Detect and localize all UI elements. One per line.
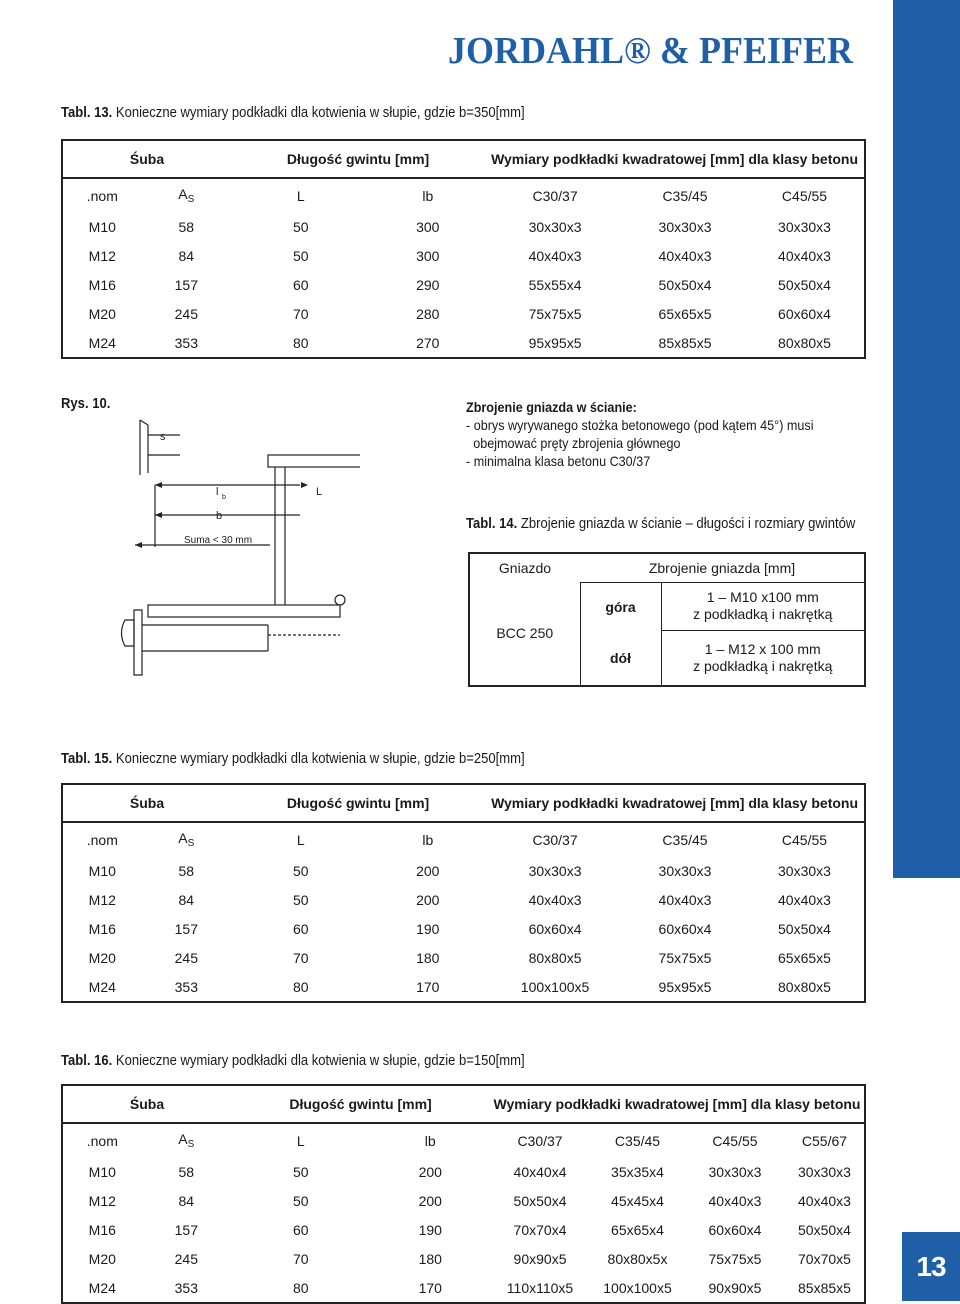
table15-cell: 75x75x5 <box>658 949 712 966</box>
table16-cell: 170 <box>370 1273 490 1303</box>
table16-cell: 30x30x3 <box>785 1157 865 1186</box>
table16-cell: 245 <box>174 1250 198 1267</box>
table13 <box>61 139 866 359</box>
figure-L-label: L <box>316 486 323 498</box>
table-row <box>62 943 865 972</box>
table15-cell: 200 <box>416 891 440 908</box>
anchor-diagram <box>120 395 360 695</box>
table13-cell: 30x30x3 <box>528 218 582 235</box>
table15-cell: 60x60x4 <box>528 920 582 937</box>
table14-bottom-value: 1 – M12 x 100 mm z podkładką i nakrętką <box>661 631 865 686</box>
table16-cell: 70 <box>292 1250 309 1267</box>
table13-cell: 80 <box>231 328 370 358</box>
table13-head-bolt: Śuba <box>62 140 231 178</box>
table15-colhead-2: L <box>296 831 305 848</box>
table13-cell: M10 <box>62 212 142 241</box>
table15-cell: 65x65x5 <box>745 943 865 972</box>
table15-cell: 80 <box>231 972 370 1002</box>
table16-cell: 84 <box>178 1192 195 1209</box>
table15-colhead-6: C45/55 <box>745 822 865 856</box>
table13-cell: M24 <box>62 328 142 358</box>
description-line2: obejmować pręty zbrojenia głównego <box>473 435 681 451</box>
table15-colhead-5: C35/45 <box>662 831 708 848</box>
table13-cell: 353 <box>142 328 231 358</box>
table16-cell: 60x60x4 <box>708 1221 762 1238</box>
side-accent-bar <box>893 0 960 878</box>
table15-cell: 50x50x4 <box>745 914 865 943</box>
table16-caption: Tabl. 16. Konieczne wymiary podkładki dla kotwienia w słupie, gdzie b=150[mm] <box>61 1053 525 1069</box>
table16-cell: 100x100x5 <box>590 1273 685 1303</box>
table15-cell: 353 <box>142 972 231 1002</box>
table-row <box>62 212 865 241</box>
table16-cell: 70x70x5 <box>785 1244 865 1273</box>
table16-cell: 110x110x5 <box>490 1273 590 1303</box>
table-row <box>62 328 865 358</box>
table-row <box>62 885 865 914</box>
table15-cell: 30x30x3 <box>658 862 712 879</box>
table14-caption: Tabl. 14. Zbrojenie gniazda w ścianie – długości i rozmiary gwintów <box>466 516 856 532</box>
figure-lb-subscript: b <box>222 494 226 501</box>
table13-cell: 50x50x4 <box>745 270 865 299</box>
table16-cell: 157 <box>174 1221 198 1238</box>
table15-cell: 80x80x5 <box>528 949 582 966</box>
table-row <box>62 1215 865 1244</box>
table15-cell: 40x40x3 <box>658 891 712 908</box>
table15-cell: 100x100x5 <box>485 972 625 1002</box>
table-row <box>62 972 865 1002</box>
table15-cell: 200 <box>416 862 440 879</box>
table15-caption: Tabl. 15. Konieczne wymiary podkładki dla kotwienia w słupie, gdzie b=250[mm] <box>61 751 525 767</box>
table15-cell: 30x30x3 <box>528 862 582 879</box>
table13-cell: 58 <box>178 218 195 235</box>
table13-cell: 300 <box>416 247 440 264</box>
table13-cell: 30x30x3 <box>745 212 865 241</box>
table16-cell: M12 <box>62 1186 142 1215</box>
table13-colhead-3: lb <box>422 187 434 204</box>
table13-colhead-5: C35/45 <box>662 187 708 204</box>
table-row <box>62 1186 865 1215</box>
table13-cell: 40x40x3 <box>658 247 712 264</box>
table16-cell: 50 <box>292 1192 309 1209</box>
table15-cell: 40x40x3 <box>528 891 582 908</box>
table13-cell: 60 <box>292 276 309 293</box>
table16-colhead-6: C45/55 <box>712 1132 758 1149</box>
table13-cell: 55x55x4 <box>528 276 582 293</box>
table15-cell: M12 <box>62 885 142 914</box>
table16-colhead-4: C30/37 <box>517 1132 563 1149</box>
table13-cell: 40x40x3 <box>528 247 582 264</box>
table16-cell: 85x85x5 <box>785 1273 865 1303</box>
table-row <box>62 914 865 943</box>
table16-cell: 70x70x4 <box>513 1221 567 1238</box>
table13-colhead-1: $A_S$ <box>178 186 195 205</box>
table16-cell: 65x65x4 <box>611 1221 664 1238</box>
table16-cell: 35x35x4 <box>611 1163 664 1180</box>
table15-cell: M16 <box>62 914 142 943</box>
reinforcement-description <box>466 398 814 470</box>
table-row <box>62 856 865 885</box>
table16-cell: M20 <box>62 1244 142 1273</box>
table14-bottom-label: dół <box>580 631 661 686</box>
table16-colhead-3: lb <box>424 1132 436 1149</box>
table16-head-washer-dimensions: Wymiary podkładki kwadratowej [mm] dla klasy betonu <box>490 1085 865 1123</box>
table16-cell: 50 <box>292 1163 309 1180</box>
table16-cell: M24 <box>62 1273 142 1303</box>
figure-suma-label: Suma < 30 mm <box>184 535 253 546</box>
table13-cell: M16 <box>62 270 142 299</box>
table15-cell: M20 <box>62 943 142 972</box>
table13-cell: 80x80x5 <box>745 328 865 358</box>
table15-colhead-3: lb <box>422 831 434 848</box>
table13-cell: 70 <box>292 305 309 322</box>
table16-cell: 80x80x5x <box>607 1250 668 1267</box>
figure-b-label: b <box>216 510 223 522</box>
table13-head-washer-dimensions: Wymiary podkładki kwadratowej [mm] dla klasy betonu <box>485 140 865 178</box>
table16-cell: 180 <box>418 1250 442 1267</box>
table13-colhead-2: L <box>296 187 305 204</box>
table13-cell: 75x75x5 <box>528 305 582 322</box>
table15-head-bolt: Śuba <box>62 784 231 822</box>
table16-cell: 40x40x4 <box>513 1163 567 1180</box>
table16-cell: 40x40x3 <box>708 1192 762 1209</box>
table13-cell: 280 <box>416 305 440 322</box>
table16-cell: 75x75x5 <box>708 1250 762 1267</box>
table15-cell: 50 <box>292 862 309 879</box>
table15-cell: 50 <box>292 891 309 908</box>
table13-cell: 95x95x5 <box>485 328 625 358</box>
table15-cell: 30x30x3 <box>745 856 865 885</box>
figure-label: Rys. 10. <box>61 396 111 412</box>
table15-head-washer-dimensions: Wymiary podkładki kwadratowej [mm] dla klasy betonu <box>485 784 865 822</box>
table13-cell: 290 <box>416 276 440 293</box>
table13-head-thread-length: Długość gwintu [mm] <box>231 140 485 178</box>
table16-colhead-1: $A_S$ <box>178 1131 195 1150</box>
description-line3: - minimalna klasa betonu C30/37 <box>466 453 651 469</box>
table16-cell: 90x90x5 <box>513 1250 567 1267</box>
table16-cell: 50x50x4 <box>513 1192 567 1209</box>
table16-cell: M16 <box>62 1215 142 1244</box>
table16-cell: 353 <box>142 1273 231 1303</box>
table15-cell: M10 <box>62 856 142 885</box>
description-line1: - obrys wyrywanego stożka betonowego (pod kątem 45°) musi <box>466 417 814 433</box>
table15-cell: M24 <box>62 972 142 1002</box>
table13-cell: 50 <box>292 247 309 264</box>
table15-colhead-1: $A_S$ <box>178 830 195 849</box>
table13-caption: Tabl. 13. Konieczne wymiary podkładki dla kotwienia w słupie, gdzie b=350[mm] <box>61 105 525 121</box>
table16-cell: 58 <box>178 1163 195 1180</box>
table16-head-thread-length: Długość gwintu [mm] <box>231 1085 490 1123</box>
table13-cell: 270 <box>370 328 485 358</box>
figure-s-label: s <box>160 431 166 443</box>
table13-cell: M20 <box>62 299 142 328</box>
table15 <box>61 783 866 1003</box>
table15-cell: 245 <box>174 949 198 966</box>
table15-cell: 70 <box>292 949 309 966</box>
table-row <box>62 1157 865 1186</box>
table13-colhead-0: .nom <box>62 178 142 212</box>
table13-cell: 50 <box>292 218 309 235</box>
table13-colhead-6: C45/55 <box>745 178 865 212</box>
logo-text: JORDAHL® & PFEIFER <box>448 30 854 70</box>
table16-cell: 200 <box>418 1163 442 1180</box>
table-row <box>62 270 865 299</box>
page-number: 13 <box>902 1232 960 1301</box>
table16-cell: 90x90x5 <box>685 1273 785 1303</box>
table14-head-socket: Gniazdo <box>498 560 552 576</box>
table13-cell: 84 <box>178 247 195 264</box>
table13-colhead-4: C30/37 <box>532 187 578 204</box>
table16-cell: 200 <box>418 1192 442 1209</box>
table16-cell: M10 <box>62 1157 142 1186</box>
table15-cell: 170 <box>370 972 485 1002</box>
table14-socket: BCC 250 <box>496 625 554 642</box>
table15-head-thread-length: Długość gwintu [mm] <box>231 784 485 822</box>
table16 <box>61 1084 866 1304</box>
table14 <box>468 552 866 687</box>
table16-colhead-0: .nom <box>62 1123 142 1157</box>
table-row <box>62 1273 865 1303</box>
table16-cell: 45x45x4 <box>611 1192 664 1209</box>
table15-cell: 60x60x4 <box>658 920 712 937</box>
table15-cell: 58 <box>178 862 195 879</box>
table15-cell: 190 <box>416 920 440 937</box>
table16-cell: 80 <box>231 1273 370 1303</box>
table13-cell: 60x60x4 <box>745 299 865 328</box>
table16-cell: 40x40x3 <box>785 1186 865 1215</box>
table-row <box>62 1244 865 1273</box>
table16-colhead-2: L <box>296 1132 305 1149</box>
table-row <box>62 299 865 328</box>
table-row <box>62 241 865 270</box>
table15-cell: 180 <box>416 949 440 966</box>
table14-top-value: 1 – M10 x100 mm z podkładką i nakrętką <box>661 582 865 631</box>
table16-colhead-7: C55/67 <box>785 1123 865 1157</box>
table15-cell: 95x95x5 <box>625 972 745 1002</box>
table14-top-label: góra <box>580 582 661 631</box>
table16-colhead-5: C35/45 <box>614 1132 661 1149</box>
table15-colhead-0: .nom <box>62 822 142 856</box>
table13-cell: 300 <box>416 218 440 235</box>
table13-cell: 85x85x5 <box>625 328 745 358</box>
figure-lb-label: l <box>216 486 219 498</box>
table15-cell: 157 <box>174 920 198 937</box>
table15-colhead-4: C30/37 <box>532 831 578 848</box>
table15-cell: 80x80x5 <box>745 972 865 1002</box>
description-title: Zbrojenie gniazda w ścianie: <box>466 399 637 415</box>
table13-cell: 157 <box>174 276 198 293</box>
table15-cell: 84 <box>178 891 195 908</box>
table13-cell: 245 <box>174 305 198 322</box>
table13-cell: 30x30x3 <box>658 218 712 235</box>
table15-cell: 40x40x3 <box>745 885 865 914</box>
table14-head-reinforcement: Zbrojenie gniazda [mm] <box>648 559 796 576</box>
table16-cell: 190 <box>418 1221 442 1238</box>
table13-cell: 65x65x5 <box>658 305 712 322</box>
table16-cell: 60 <box>292 1221 309 1238</box>
table16-cell: 50x50x4 <box>785 1215 865 1244</box>
table13-cell: 50x50x4 <box>658 276 712 293</box>
table13-cell: 40x40x3 <box>745 241 865 270</box>
table16-cell: 30x30x3 <box>708 1163 762 1180</box>
table15-cell: 60 <box>292 920 309 937</box>
table16-head-bolt: Śuba <box>62 1085 231 1123</box>
jordahl-pfeifer-logo <box>448 30 868 70</box>
table13-cell: M12 <box>62 241 142 270</box>
